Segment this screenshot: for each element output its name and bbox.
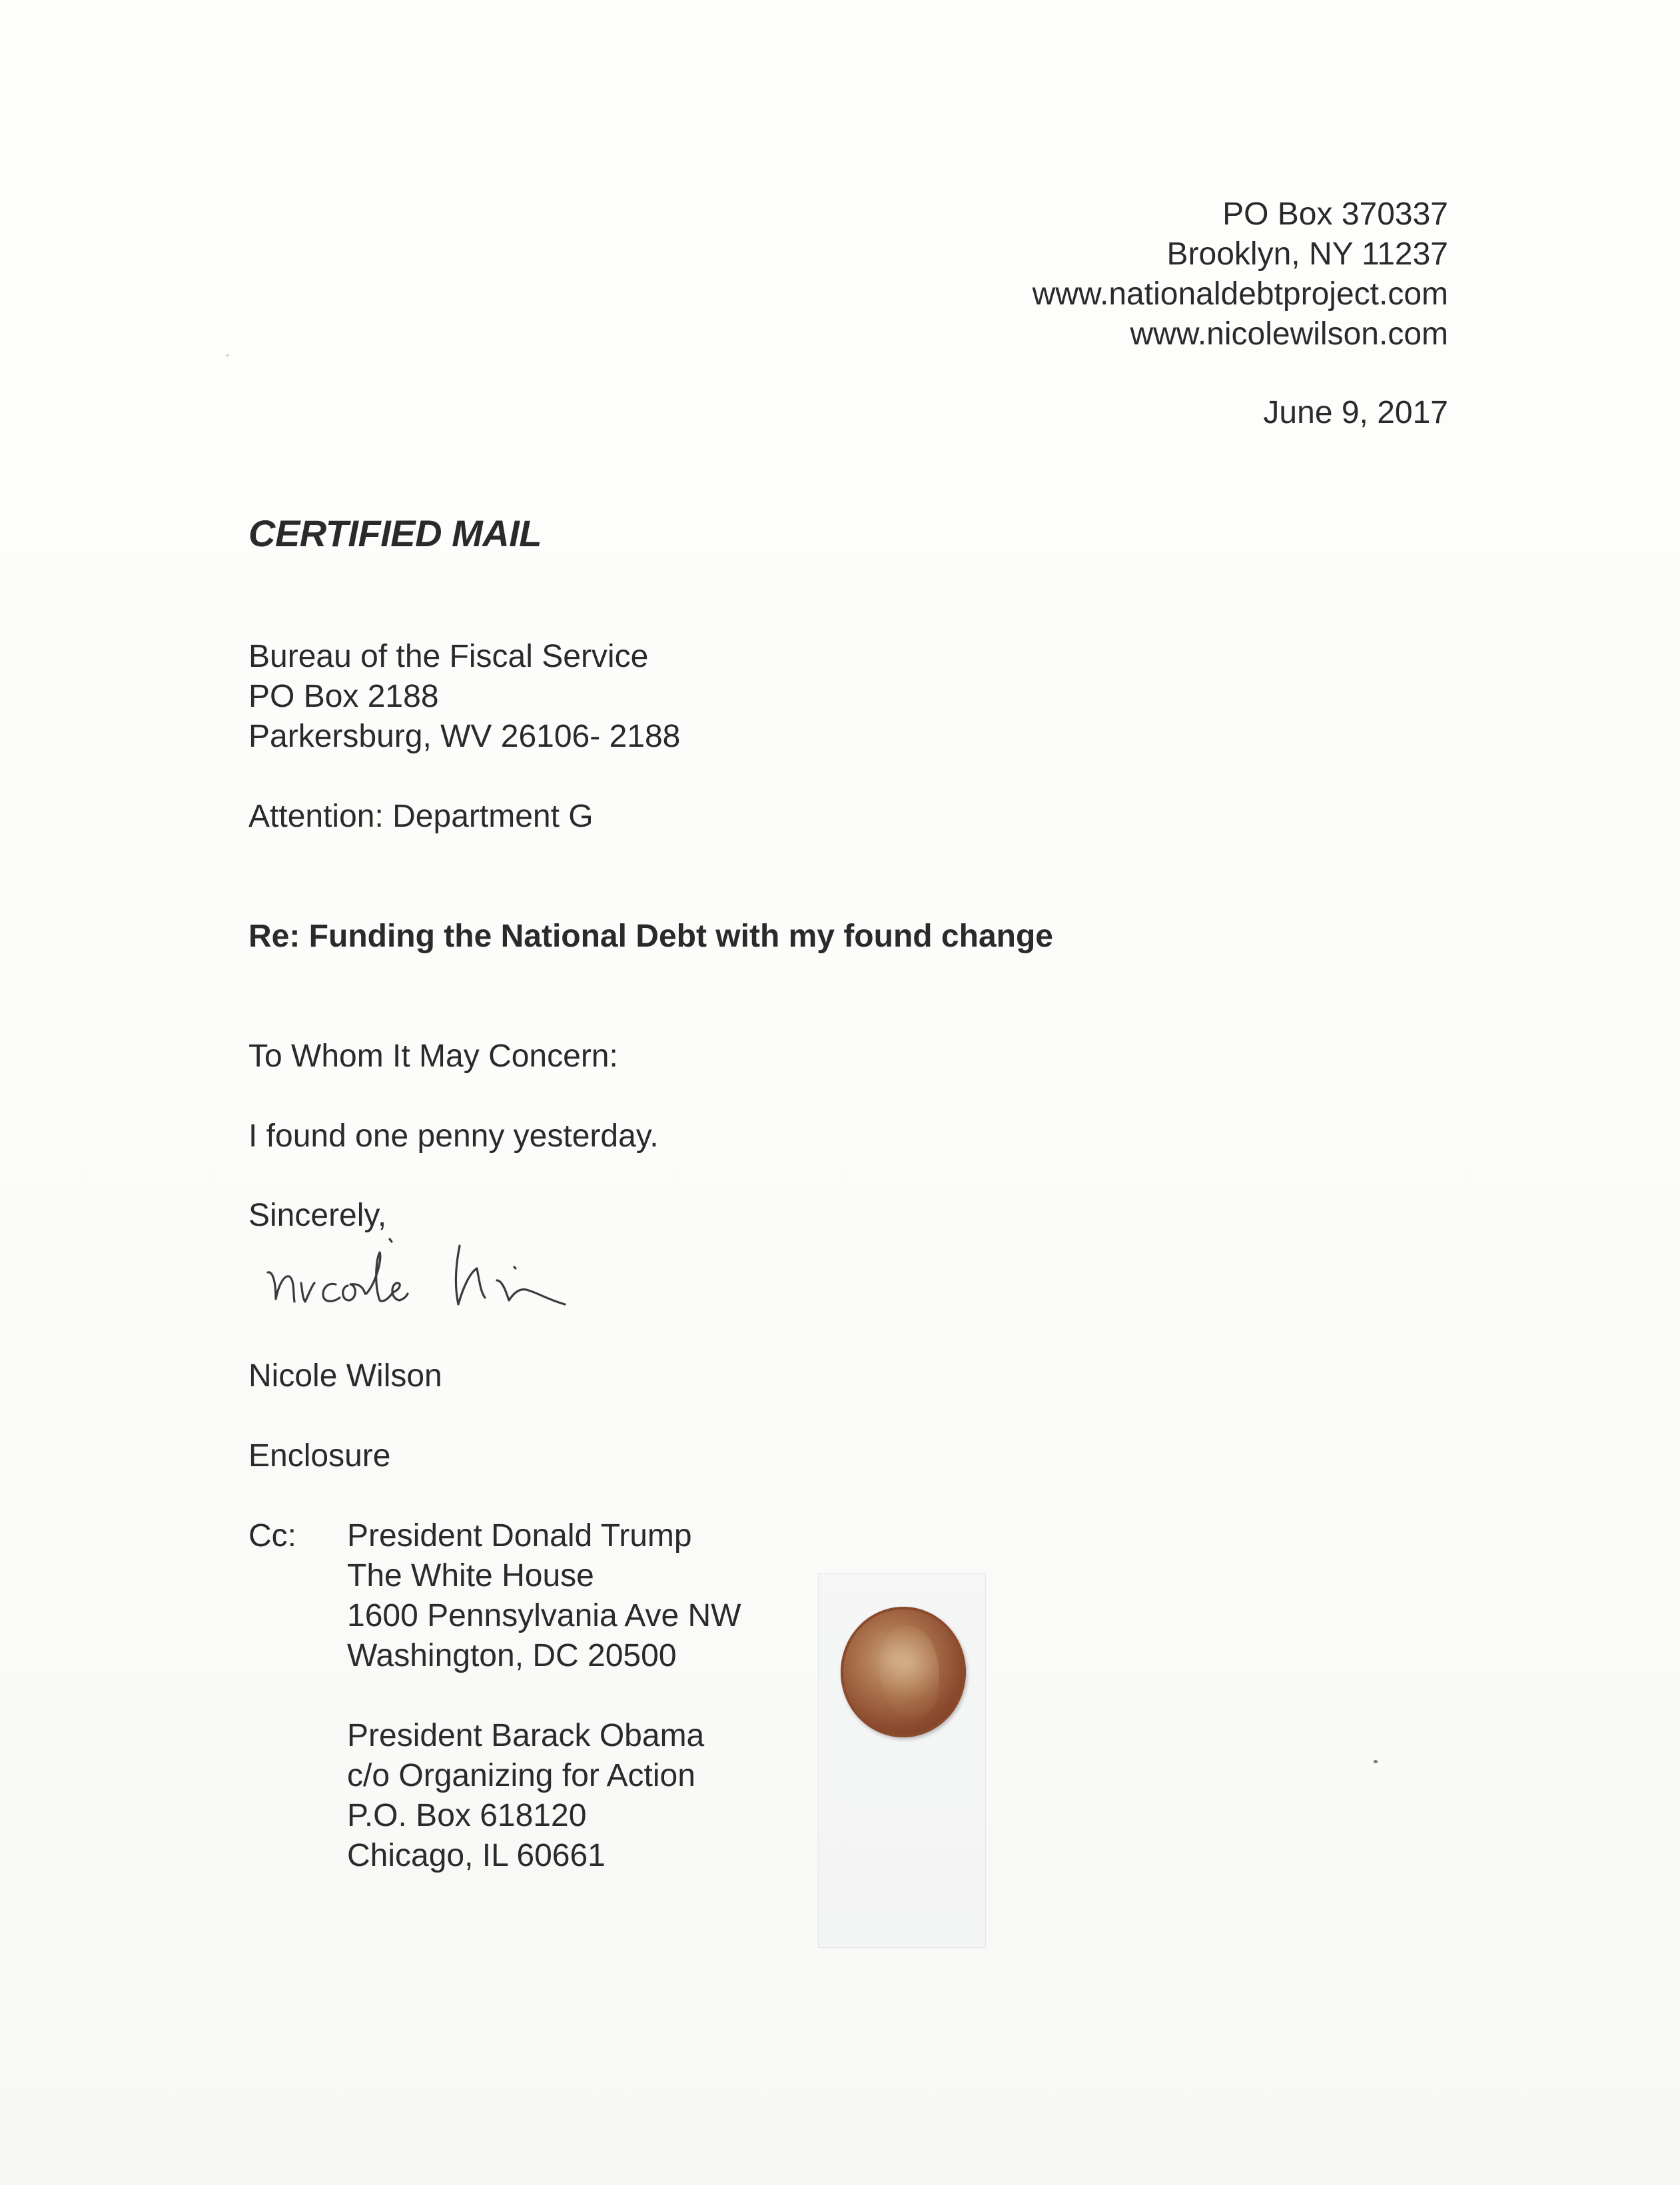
subject-line: Re: Funding the National Debt with my found change <box>248 919 1053 954</box>
attention-line: Attention: Department G <box>248 799 594 834</box>
cc-entry-line: P.O. Box 618120 <box>347 1798 587 1833</box>
recipient-address <box>248 637 680 757</box>
cc-label: Cc: <box>248 1518 296 1553</box>
cc-entry-line: 1600 Pennsylvania Ave NW <box>347 1598 741 1633</box>
paper-speck <box>226 354 228 356</box>
salutation: To Whom It May Concern: <box>248 1039 618 1074</box>
cc-entry <box>347 1716 741 1876</box>
cc-entry-line: President Donald Trump <box>347 1518 692 1553</box>
sender-po-box: PO Box 370337 <box>1222 197 1448 232</box>
recipient-po-box: PO Box 2188 <box>248 679 439 714</box>
letter-date: June 9, 2017 <box>1263 395 1448 430</box>
cc-entry-line: c/o Organizing for Action <box>347 1758 695 1793</box>
paper-speck <box>1374 1760 1378 1763</box>
enclosure-note: Enclosure <box>248 1438 391 1474</box>
cc-entry-line: Washington, DC 20500 <box>347 1638 677 1673</box>
closing: Sincerely, <box>248 1198 387 1233</box>
sender-city-state-zip: Brooklyn, NY 11237 <box>1166 236 1448 272</box>
recipient-city-state-zip: Parkersburg, WV 26106- 2188 <box>248 719 681 754</box>
sender-website-1: www.nationaldebtproject.com <box>1032 276 1448 312</box>
sender-website-2: www.nicolewilson.com <box>1130 316 1448 352</box>
delivery-method: CERTIFIED MAIL <box>248 512 542 554</box>
cc-entry-line: President Barack Obama <box>347 1718 705 1753</box>
letter-body: I found one penny yesterday. <box>248 1118 659 1154</box>
handwritten-signature <box>253 1219 666 1332</box>
cc-entry-line: Chicago, IL 60661 <box>347 1838 606 1873</box>
cc-entry <box>347 1516 741 1676</box>
cc-recipients <box>347 1516 741 1916</box>
signer-name: Nicole Wilson <box>248 1358 442 1394</box>
cc-entry-line: The White House <box>347 1558 594 1593</box>
sender-address <box>1033 195 1448 354</box>
recipient-name: Bureau of the Fiscal Service <box>248 639 649 674</box>
